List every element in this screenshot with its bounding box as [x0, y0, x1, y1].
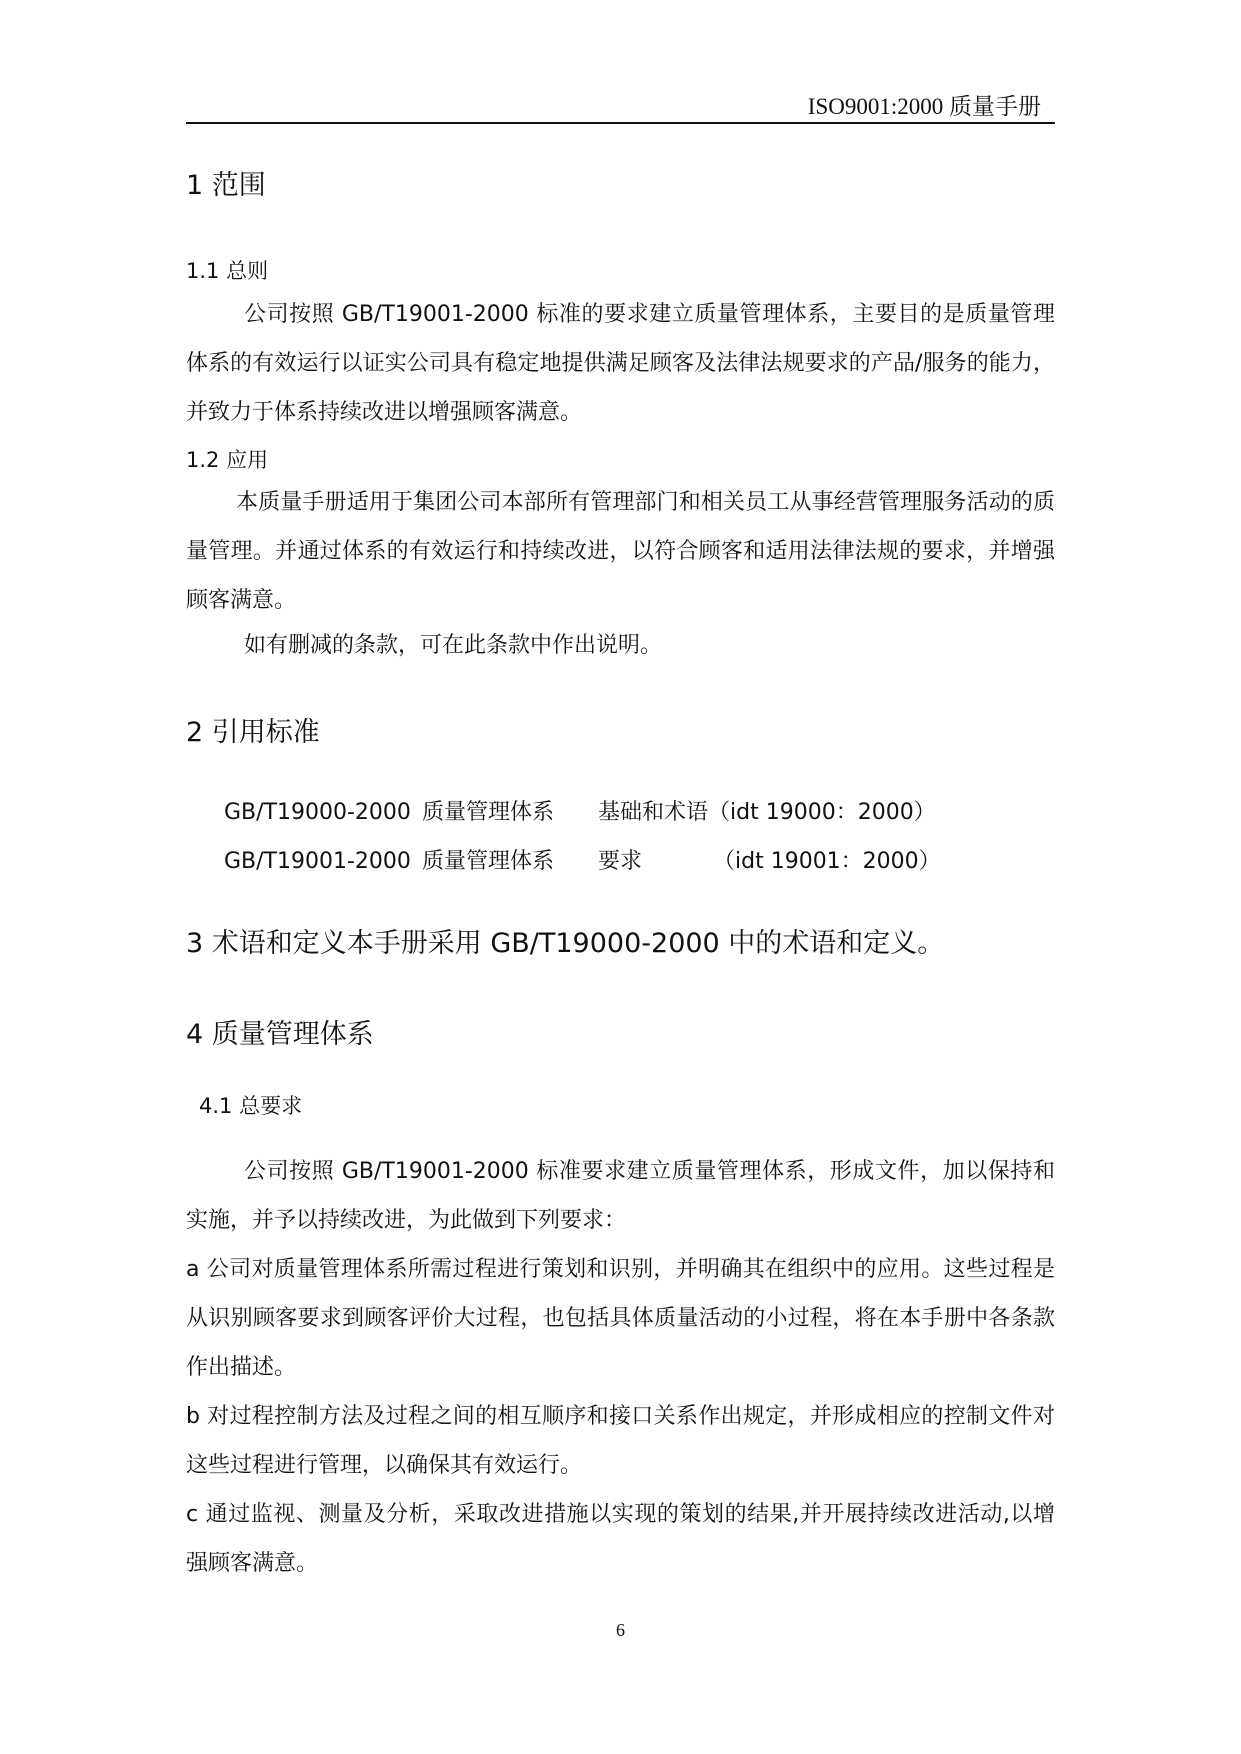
requirement-item-a: a 公司对质量管理体系所需过程进行策划和识别，并明确其在组织中的应用。这些过程是从识别顾客要求到顾客评价大过程，也包括具体质量活动的小过程，将在本手册中各条款作出描述。 — [186, 1257, 1055, 1380]
reference-idt: （idt 19000：2000） — [708, 800, 936, 825]
section-1-1-paragraph: 公司按照 GB/T19001-2000 标准的要求建立质量管理体系，主要目的是质量管理体系的有效运行以证实公司具有稳定地提供满足顾客及法律法规要求的产品/服务的能力，并致力于体系持续改进以增强顾客满意。 — [186, 302, 1055, 425]
reference-name: 要求 — [598, 849, 643, 874]
reference-row — [224, 844, 941, 875]
reference-idt: （idt 19001：2000） — [713, 849, 941, 874]
section-3-title: 3 术语和定义本手册采用 GB/T19000-2000 中的术语和定义。 — [186, 928, 945, 959]
running-header: ISO9001:2000 质量手册 — [807, 94, 1041, 119]
section-1-1-title: 1.1 总则 — [186, 259, 269, 283]
reference-code: GB/T19001-2000 — [224, 849, 411, 874]
section-1-2-title: 1.2 应用 — [186, 448, 269, 472]
header-rule — [186, 122, 1055, 124]
page-number: 6 — [616, 1620, 625, 1640]
requirement-item-b: b 对过程控制方法及过程之间的相互顺序和接口关系作出规定，并形成相应的控制文件对这些过程进行管理，以确保其有效运行。 — [186, 1404, 1055, 1478]
section-1-2-paragraph: 本质量手册适用于集团公司本部所有管理部门和相关员工从事经营管理服务活动的质量管理。并通过体系的有效运行和持续改进，以符合顾客和适用法律法规的要求，并增强顾客满意。 — [186, 490, 1055, 613]
reference-system: 质量管理体系 — [422, 849, 555, 874]
reference-row — [224, 795, 936, 826]
section-4-title: 4 质量管理体系 — [186, 1019, 374, 1050]
reference-code: GB/T19000-2000 — [224, 800, 411, 825]
section-4-1-title: 4.1 总要求 — [199, 1094, 303, 1118]
section-1-2-note: 如有删减的条款，可在此条款中作出说明。 — [244, 633, 663, 658]
requirement-item-c: c 通过监视、测量及分析，采取改进措施以实现的策划的结果,并开展持续改进活动,以增强顾客满意。 — [186, 1502, 1055, 1576]
reference-system: 质量管理体系 — [422, 800, 555, 825]
section-4-1-intro: 公司按照 GB/T19001-2000 标准要求建立质量管理体系，形成文件，加以保持和实施，并予以持续改进，为此做到下列要求： — [186, 1159, 1055, 1233]
section-2-title: 2 引用标准 — [186, 717, 320, 748]
section-1-title: 1 范围 — [186, 170, 266, 201]
reference-name: 基础和术语 — [598, 800, 709, 825]
